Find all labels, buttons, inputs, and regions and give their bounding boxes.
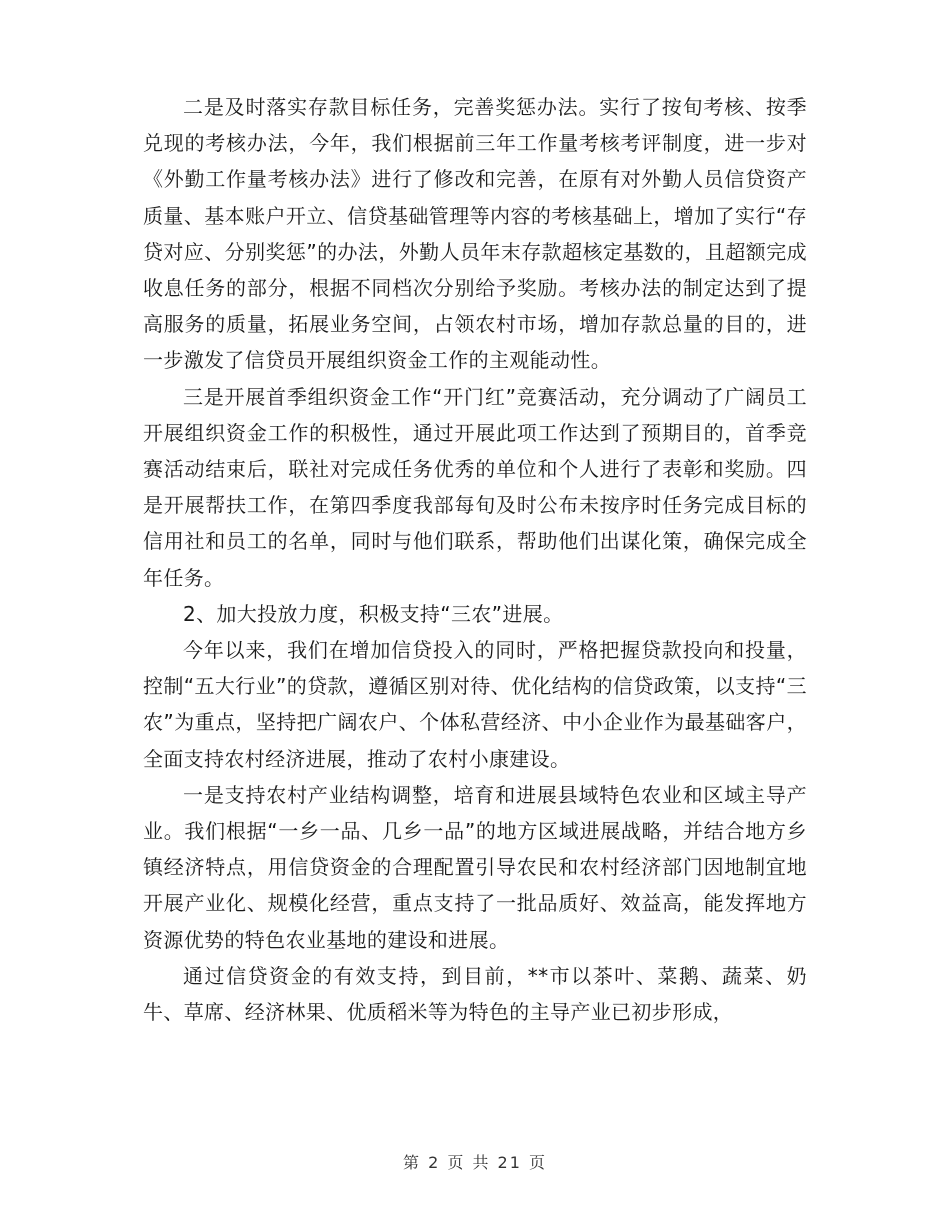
paragraph-first-quarter-campaign: 三是开展首季组织资金工作“开门红”竞赛活动，充分调动了广阔员工开展组织资金工作的积极性，通过开展此项工作达到了预期目的，首季竞赛活动结束后，联社对完成任务优秀的单位和个人进行了表彰和奖励。四是开展帮扶工作，在第四季度我部每旬及时公布未按序时任务完成目标的信用社和员工的名单，同时与他们联系，帮助他们出谋化策，确保完成全年任务。 — [143, 384, 807, 590]
page-number-footer: 第 2 页 共 21 页 — [403, 1153, 547, 1172]
document-body — [143, 89, 807, 1030]
paragraph-leading-industries: 通过信贷资金的有效支持，到目前，**市以茶叶、菜鹅、蔬菜、奶牛、草席、经济林果、优质稻米等为特色的主导产业已初步形成， — [143, 963, 807, 1025]
section-heading-lending: 2、加大投放力度，积极支持“三农”进展。 — [183, 601, 564, 626]
paragraph-credit-investment: 今年以来，我们在增加信贷投入的同时，严格把握贷款投向和投量，控制“五大行业”的贷款，遵循区别对待、优化结构的信贷政策，以支持“三农”为重点，坚持把广阔农户、个体私营经济、中小企业作为最基础客户，全面支持农村经济进展，推动了农村小康建设。 — [143, 638, 807, 771]
paragraph-deposit-targets: 二是及时落实存款目标任务，完善奖惩办法。实行了按旬考核、按季兑现的考核办法，今年，我们根据前三年工作量考核考评制度，进一步对《外勤工作量考核办法》进行了修改和完善，在原有对外勤人员信贷资产质量、基本账户开立、信贷基础管理等内容的考核基础上，增加了实行“存贷对应、分别奖惩”的办法，外勤人员年末存款超核定基数的，且超额完成收息任务的部分，根据不同档次分别给予奖励。考核办法的制定达到了提高服务的质量，拓展业务空间，占领农村市场，增加存款总量的目的，进一步激发了信贷员开展组织资金工作的主观能动性。 — [143, 95, 807, 373]
paragraph-industry-restructuring: 一是支持农村产业结构调整，培育和进展县域特色农业和区域主导产业。我们根据“一乡一品、几乡一品”的地方区域进展战略，并结合地方乡镇经济特点，用信贷资金的合理配置引导农民和农村经济部门因地制宜地开展产业化、规模化经营，重点支持了一批品质好、效益高，能发挥地方资源优势的特色农业基地的建设和进展。 — [143, 782, 807, 952]
